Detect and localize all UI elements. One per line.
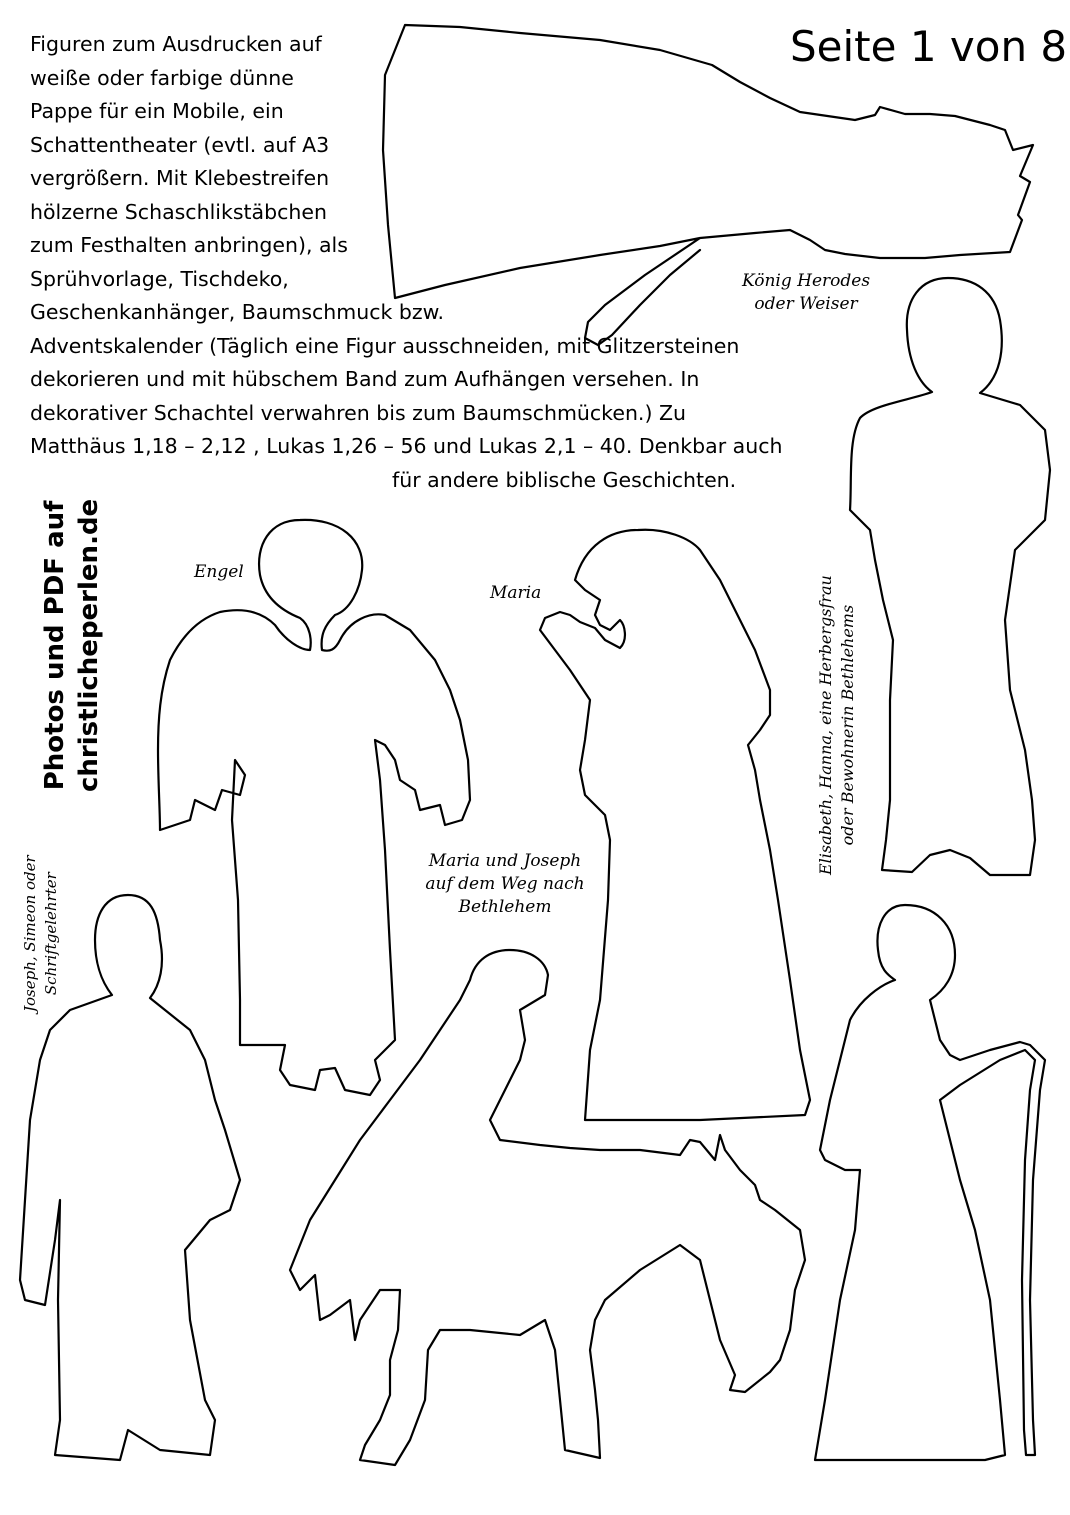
label-elisabeth-line2: oder Bewohnerin Bethlehems [838, 604, 857, 846]
page-title: Seite 1 von 8 [790, 22, 1068, 71]
donkey-journey-silhouette [290, 950, 805, 1465]
label-maria-joseph-line1: Maria und Joseph [428, 851, 582, 871]
intro-line: Adventskalender (Täglich eine Figur ausschneiden, mit Glitzersteinen [30, 333, 740, 358]
label-joseph-line1: Joseph, Simeon oder [21, 855, 39, 1012]
intro-line: für andere biblische Geschichten. [392, 467, 737, 492]
intro-line: Figuren zum Ausdrucken auf [30, 32, 322, 56]
intro-line: Schattentheater (evtl. auf A3 [30, 132, 330, 157]
intro-line: Geschenkanhänger, Baumschmuck bzw. [30, 300, 445, 324]
label-maria: Maria [490, 583, 542, 603]
intro-line: dekorativer Schachtel verwahren bis zum Baumschmücken.) Zu [30, 400, 686, 425]
intro-line: vergrößern. Mit Klebestreifen [30, 166, 330, 190]
intro-line: Matthäus 1,18 – 2,12 , Lukas 1,26 – 56 und Lukas 2,1 – 40. Denkbar auch [30, 434, 783, 458]
label-joseph [20, 855, 62, 1012]
herodes-silhouette [850, 278, 1050, 875]
intro-line: zum Festhalten anbringen), als [30, 233, 348, 257]
label-engel: Engel [194, 562, 244, 582]
trumpet-silhouette [383, 25, 1033, 345]
label-herodes-line1: König Herodes [742, 271, 871, 291]
intro-line: Pappe für ein Mobile, ein [30, 99, 284, 123]
credit-line1: Photos und PDF auf [40, 500, 70, 791]
label-maria-joseph-line2: auf dem Weg nach [425, 874, 585, 894]
maria-silhouette [540, 530, 810, 1120]
intro-line: dekorieren und mit hübschem Band zum Aufhängen versehen. In [30, 367, 700, 391]
label-herodes [742, 270, 870, 316]
label-maria-joseph-line3: Bethlehem [458, 897, 552, 917]
shepherd-silhouette [815, 905, 1045, 1460]
label-maria-joseph [405, 850, 605, 919]
label-joseph-line2: Schriftgelehrter [42, 872, 60, 996]
credit-line2: christlicheperlen.de [74, 498, 104, 792]
intro-line: Sprühvorlage, Tischdeko, [30, 266, 289, 291]
label-herodes-line2: oder Weiser [754, 294, 858, 314]
label-elisabeth [815, 575, 859, 875]
angel-silhouette [158, 520, 470, 1095]
label-elisabeth-line1: Elisabeth, Hanna, eine Herbergsfrau [816, 575, 835, 875]
intro-line: weiße oder farbige dünne [30, 65, 294, 90]
credit-vertical [38, 499, 106, 792]
intro-line: hölzerne Schaschlikstäbchen [30, 199, 327, 224]
